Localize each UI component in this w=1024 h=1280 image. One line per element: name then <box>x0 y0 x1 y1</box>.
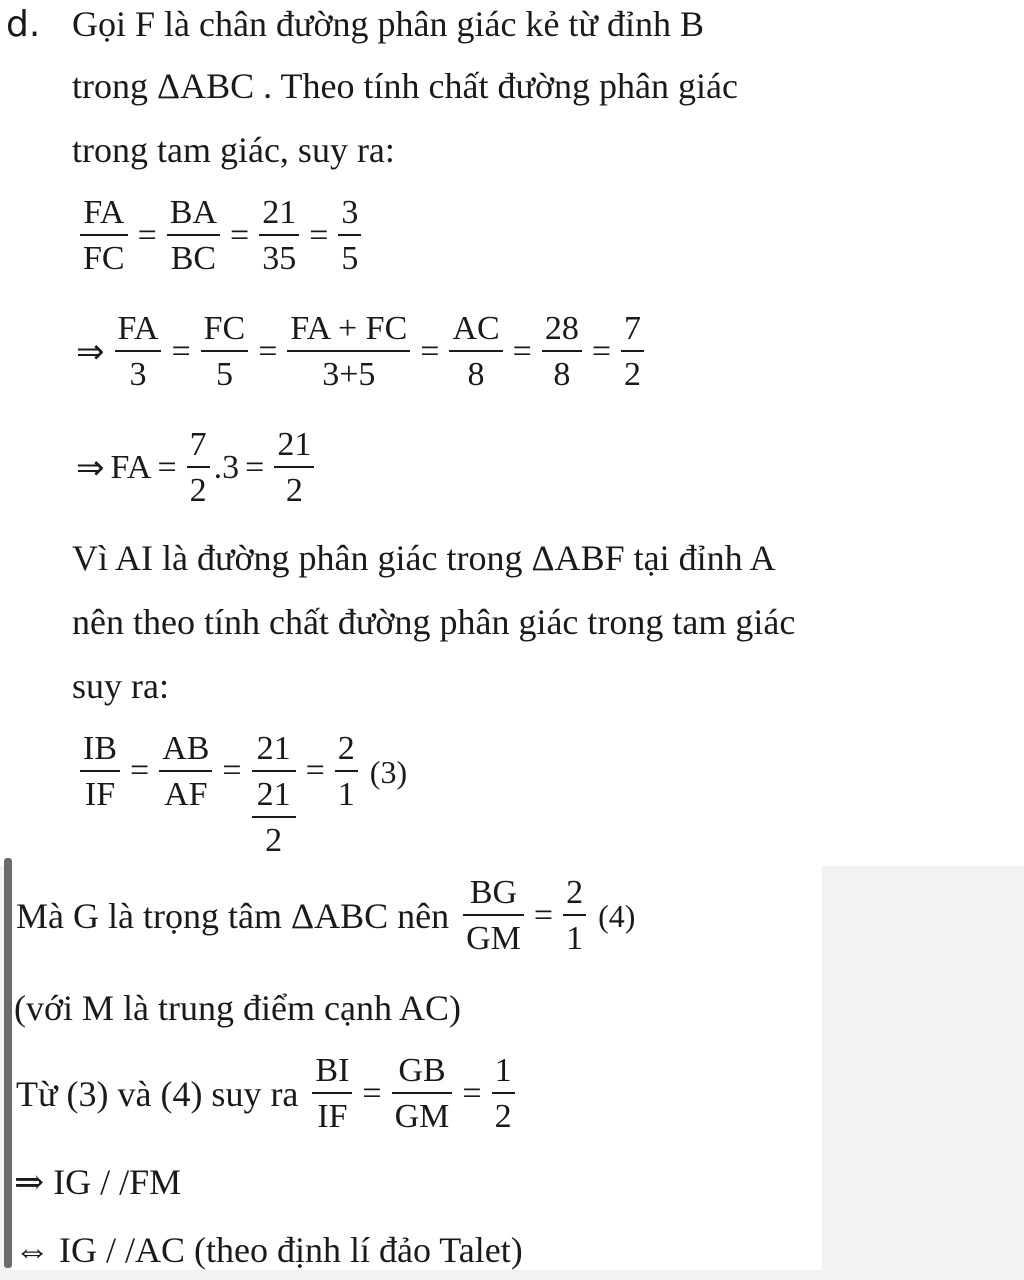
inner-numerator: 21 <box>256 776 291 813</box>
denominator: 5 <box>341 240 359 277</box>
item-label-d: d. <box>6 4 41 45</box>
fraction-28-8 <box>542 312 582 392</box>
times-three: .3 <box>213 449 240 486</box>
denominator: 2 <box>285 472 303 509</box>
equals-sign: = <box>230 217 250 254</box>
text-line-11-prefix: Mà G là trọng tâm ΔABC nên <box>16 896 450 936</box>
fraction-21-35 <box>259 196 299 276</box>
text-line-11 <box>16 876 635 956</box>
equation-2 <box>76 312 648 392</box>
numerator: 21 <box>262 194 297 231</box>
fraction-1-2 <box>492 1054 515 1134</box>
denominator: 1 <box>337 776 355 813</box>
fraction-7-2 <box>621 312 644 392</box>
numerator: 21 <box>256 730 291 767</box>
equation-4 <box>76 730 407 858</box>
denominator: BC <box>170 240 217 277</box>
denominator: GM <box>394 1098 450 1135</box>
implies-arrow: ⇒ <box>76 448 105 488</box>
equals-sign: = <box>591 333 612 370</box>
fraction-fc-5 <box>201 312 249 392</box>
text-line-1: Gọi F là chân đường phân giác kẻ từ đỉnh B <box>72 4 704 44</box>
numerator: FC <box>203 310 246 347</box>
equation-tag-4: (4) <box>598 897 636 934</box>
inner-denominator: 2 <box>265 822 283 859</box>
fraction-ac-8 <box>449 312 502 392</box>
equation-tag-3: (3) <box>369 754 408 790</box>
fraction-7-2 <box>187 428 210 508</box>
fraction-21-2 <box>274 428 314 508</box>
denominator: 2 <box>494 1098 512 1135</box>
equals-sign: = <box>222 752 242 789</box>
text-line-3: trong tam giác, suy ra: <box>72 130 395 170</box>
fraction-fa-3 <box>115 312 162 392</box>
numerator: BA <box>169 194 218 231</box>
numerator: FA <box>83 194 125 231</box>
equation-1 <box>76 196 365 276</box>
text-line-9: suy ra: <box>72 666 169 706</box>
numerator: BG <box>469 874 518 911</box>
text-line-2: trong ΔABC . Theo tính chất đường phân giác <box>72 66 738 106</box>
item-label <box>6 6 40 43</box>
fraction-ba-bc <box>167 196 220 276</box>
fraction-fa-fc <box>80 196 128 276</box>
equals-sign: = <box>157 449 177 486</box>
numerator: AC <box>452 310 500 347</box>
fraction-3-5 <box>338 196 361 276</box>
denominator: 8 <box>553 356 571 393</box>
equals-sign: = <box>309 217 329 254</box>
numerator: 7 <box>189 426 207 463</box>
denominator: IF <box>317 1098 348 1135</box>
fraction-bi-if <box>312 1054 352 1134</box>
text-line-8: nên theo tính chất đường phân giác trong tam giác <box>72 602 796 642</box>
fraction-gb-gm <box>392 1054 453 1134</box>
numerator: 3 <box>341 194 359 231</box>
text-line-13-prefix: Từ (3) và (4) suy ra <box>16 1074 299 1114</box>
text-line-15: ⇔ IG / /AC (theo định lí đảo Talet) <box>14 1230 523 1270</box>
equals-sign: = <box>362 1075 382 1112</box>
denominator: 3+5 <box>322 356 376 393</box>
equals-sign: = <box>462 1075 482 1112</box>
equals-sign: = <box>130 752 150 789</box>
nested-fraction <box>252 732 296 858</box>
equals-sign: = <box>171 333 191 370</box>
numerator: GB <box>398 1052 446 1089</box>
numerator: IB <box>83 730 117 767</box>
implies-arrow: ⇒ <box>76 332 105 372</box>
numerator: FA <box>117 310 159 347</box>
equals-sign: = <box>305 752 325 789</box>
denominator: AF <box>164 776 208 813</box>
text-line-12: (với M là trung điểm cạnh AC) <box>14 988 461 1028</box>
denominator: FC <box>83 240 125 277</box>
fraction-ib-if <box>80 732 120 812</box>
numerator: 21 <box>277 426 312 463</box>
equals-sign: = <box>258 333 278 370</box>
left-vertical-rule <box>4 858 12 1268</box>
equation-3 <box>76 428 318 508</box>
denominator: 35 <box>262 240 297 277</box>
fraction-2-1 <box>335 732 358 812</box>
denominator: 3 <box>129 356 147 393</box>
numerator: FA + FC <box>290 310 408 347</box>
inner-fraction <box>252 772 296 858</box>
numerator: 2 <box>566 874 584 911</box>
lhs-fa: FA <box>110 449 152 486</box>
fraction-ab-af <box>159 732 212 812</box>
text-line-14: ⇒ IG / /FM <box>14 1162 182 1202</box>
text-line-7: Vì AI là đường phân giác trong ΔABF tại đỉnh A <box>72 538 776 578</box>
numerator: AB <box>162 730 210 767</box>
denominator: 1 <box>566 920 584 957</box>
equals-sign: = <box>512 333 532 370</box>
fraction-sum <box>287 312 410 392</box>
denominator: 8 <box>467 356 485 393</box>
numerator: 2 <box>337 730 355 767</box>
equals-sign: = <box>137 217 157 254</box>
denominator: GM <box>466 920 521 957</box>
equals-sign: = <box>533 897 554 934</box>
numerator: 1 <box>494 1052 512 1089</box>
numerator: 7 <box>624 310 642 347</box>
numerator: BI <box>315 1052 350 1089</box>
equals-sign: = <box>245 449 265 486</box>
numerator: 28 <box>544 310 579 347</box>
denominator: 5 <box>215 356 233 393</box>
denominator: 2 <box>189 472 207 509</box>
equals-sign: = <box>420 333 440 370</box>
text-line-13 <box>16 1054 519 1134</box>
fraction-2-1 <box>563 876 586 956</box>
denominator: IF <box>84 776 116 813</box>
denominator: 2 <box>624 356 642 393</box>
fraction-bg-gm <box>463 876 524 956</box>
